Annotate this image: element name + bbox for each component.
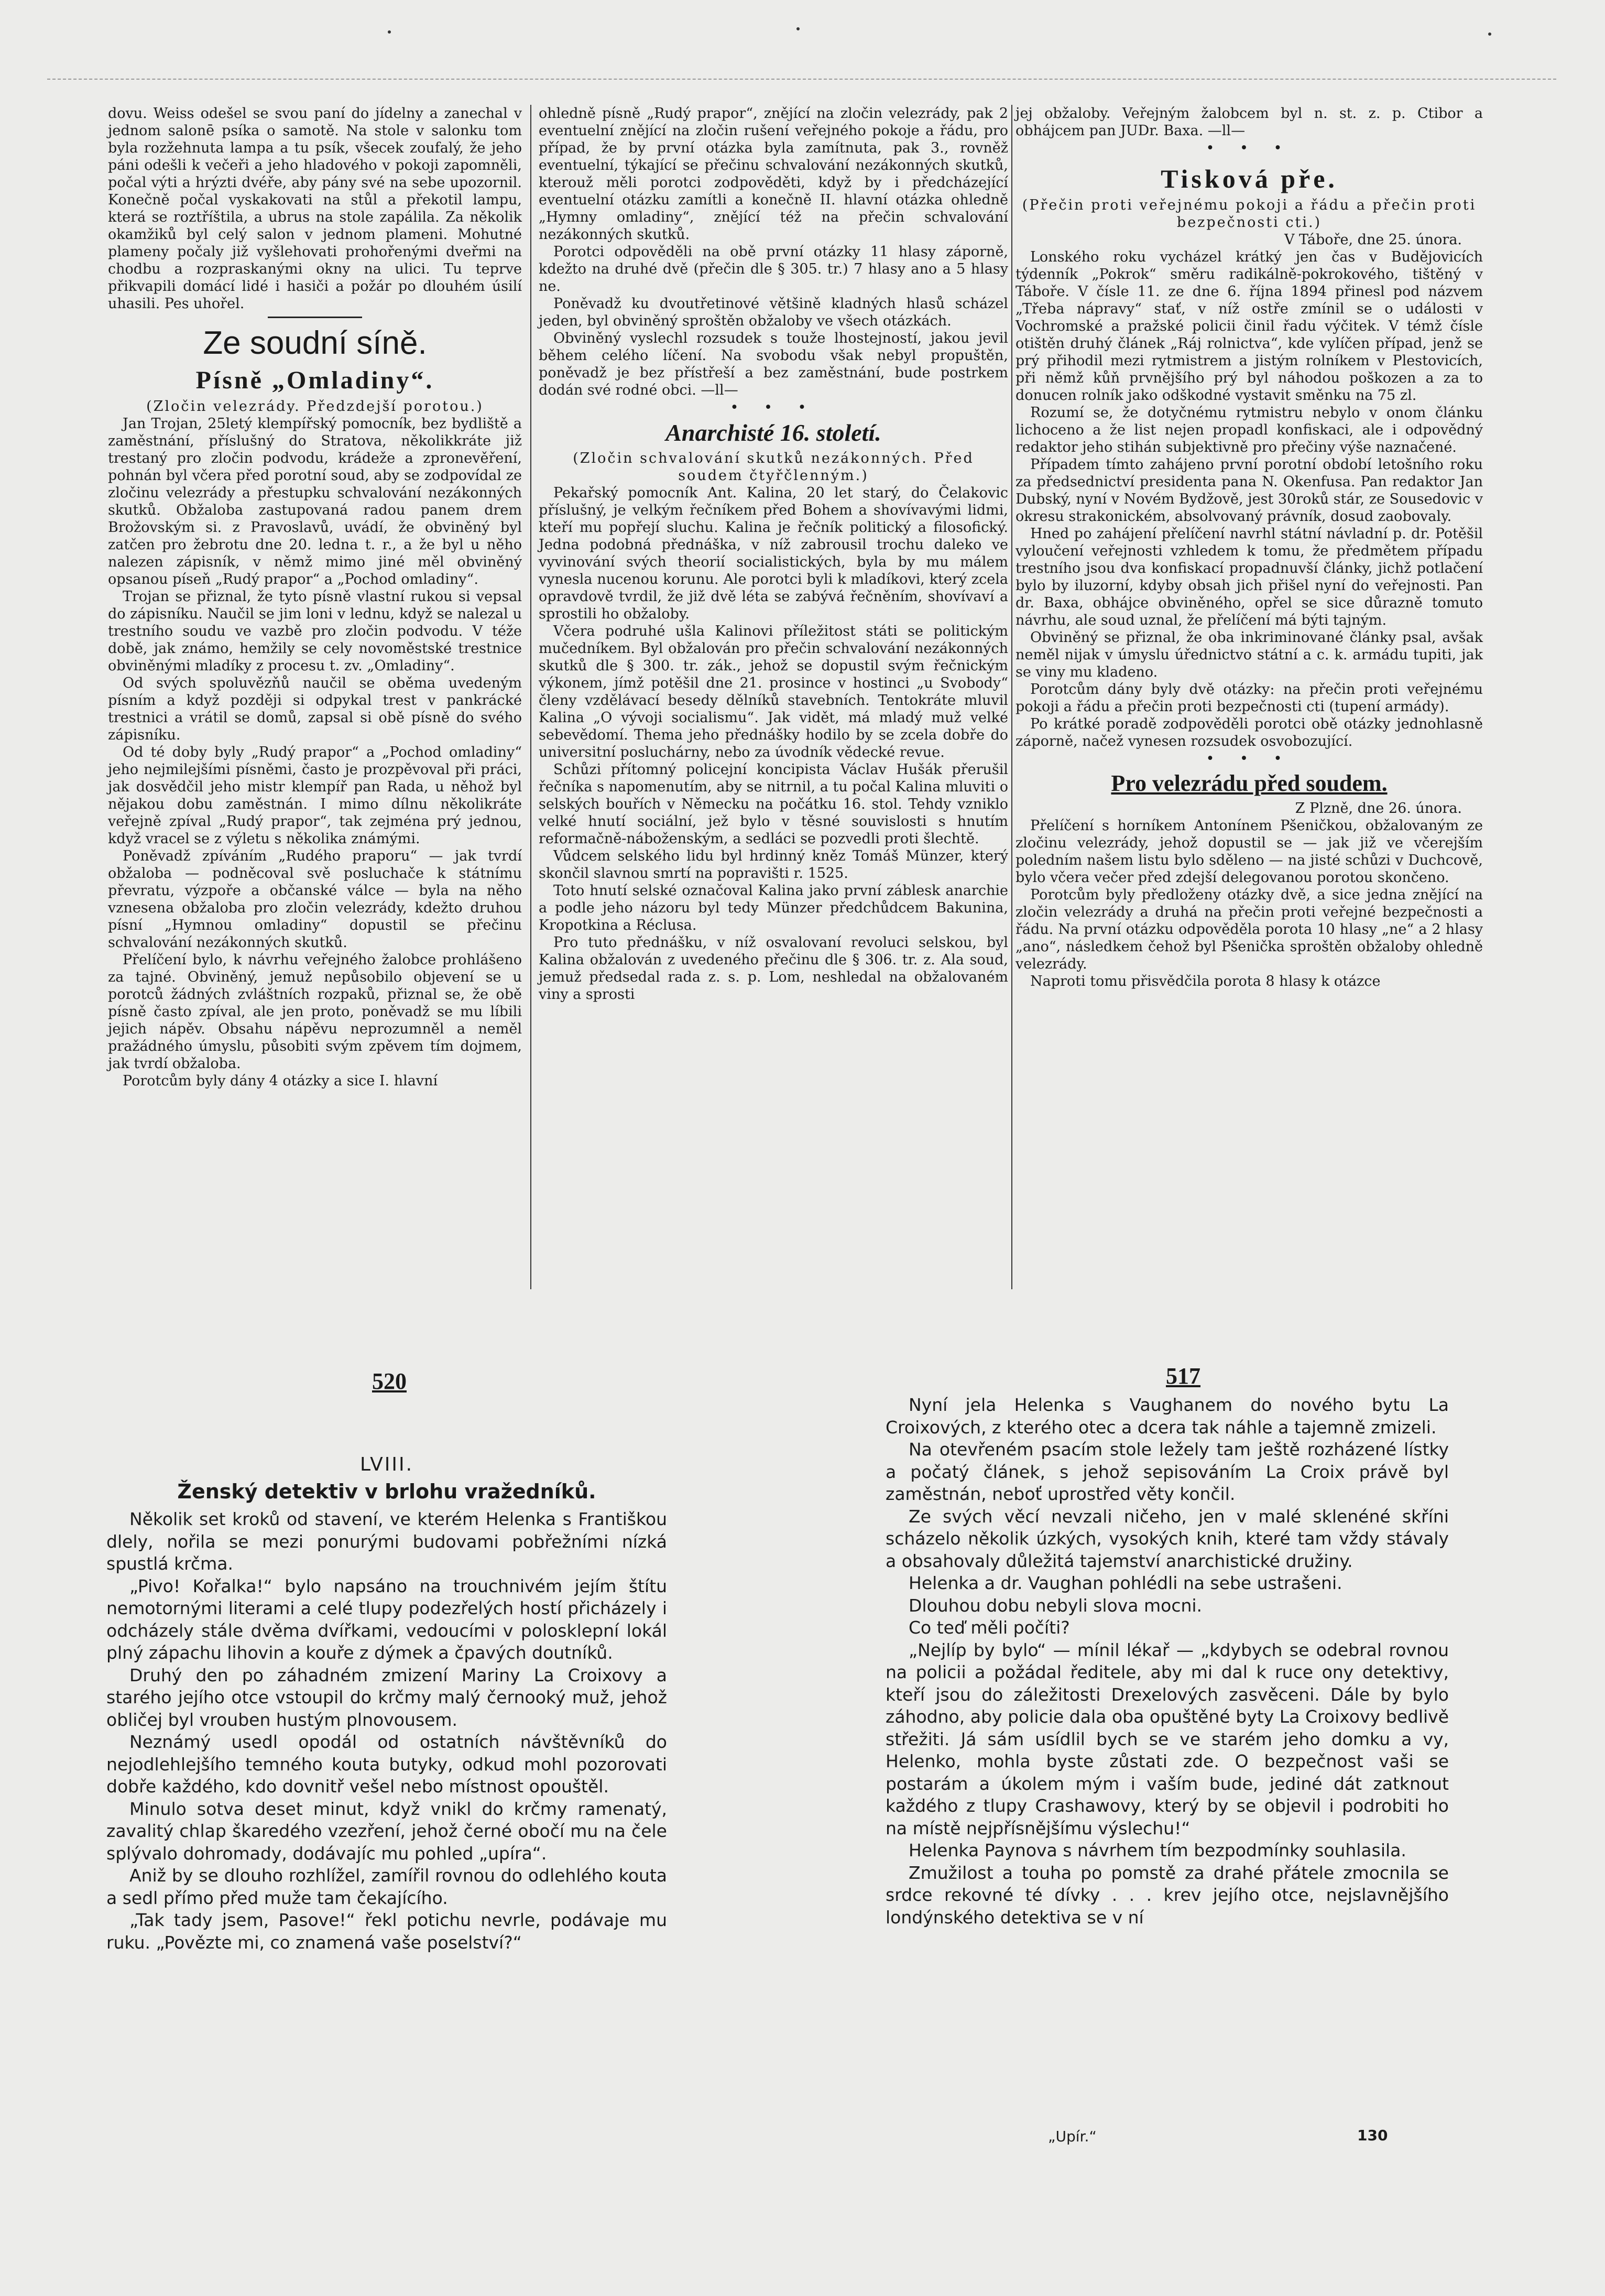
footer-signature: „Upír.“: [1048, 2128, 1097, 2145]
article-paragraph: Toto hnutí selské označoval Kalina jako první záblesk anarchie a podle jeho názoru byl tedy Münzer předchůdcem Bakunina, Kropotkina a Réclusa.: [539, 883, 1008, 933]
novel-right-page: [886, 1394, 1449, 1929]
novel-paragraph: Helenka a dr. Vaughan pohlédli na sebe ustrašeni.: [909, 1573, 1342, 1593]
article-paragraph: Lonského roku vycházel krátký jen čas v Budějovicích týdenník „Pokrok“ směru radikálně-pokrokového, tištěný v Táboře. V čísle 11. ze dne 6. října 1894 přinesl pod názvem „Třeba nápravy“ stať, v níž ostře zmínil se o události v Vochromské a pražské policii činil řadu výčitek. V témž čísle otištěn druhý článek „Ráj rolnictva“, kde vylíčen případ, jenž se prý přihodil mezi rytmistrem a jistým rolníkem v Plestovicích, při němž kůň prvnějšího prý byl náhodou poškozen a za to donucen rolník jako odškodné vystavit směnku na 75 zl.: [1016, 249, 1483, 404]
novel-paragraph: Na otevřeném psacím stole ležely tam ještě rozházené lístky a počatý článek, s jehož sepisováním La Croix právě byl zaměstnán, neboť uprostřed věty končil.: [886, 1439, 1449, 1504]
chapter-title: Ženský detektiv v brlohu vražedníků.: [177, 1480, 596, 1503]
article-paragraph: Jan Trojan, 25letý klempířský pomocník, bez bydliště a zaměstnání, příslušný do Stratova, několikkráte již trestaný pro zločin podvodu, krádeže a zpronevěření, pohnán byl včera před porotní soud, aby se zodpovídal ze zločinu velezrády a přestupku schvalování nezákonných skutků. Obžaloba zastupovaná radou panem drem Brožovským si. z Pravoslavů, uvádí, že obviněný byl zatčen pro žebrotu dne 20. ledna t. r., a že byl u něho nalezen zápisník, v němž mimo jiné měl obviněný opsanou píseň „Rudý prapor“ a „Pochod omladiny“.: [108, 416, 522, 587]
novel-paragraph: Zmužilost a touha po pomstě za drahé přátele zmocnila se srdce rekovné té dívky . . . krev jejího otce, nejslavnějšího londýnského detektiva se v ní: [886, 1862, 1449, 1928]
dateline: Z Plzně, dne 26. února.: [1295, 800, 1462, 817]
article-paragraph: jej obžaloby. Veřejným žalobcem byl n. st. z. p. Ctibor a obhájcem pan JUDr. Baxa. —ll—: [1016, 105, 1483, 139]
article-paragraph: Schůzi přítomný policejní koncipista Václav Hušák přerušil řečníka s napomenutím, aby se nitrnil, a tu počal Kalina mluviti o selských bouřích v Německu na počátku 16. stol. Tehdy vzniklo velké hnutí sociální, jež bylo v těsné souvislosti s hnutím reformačně-náboženským, a sedláci se pozvedli proti šlechtě.: [539, 761, 1008, 847]
article-title: Písně „Omladiny“.: [195, 366, 434, 394]
newspaper-column-2: [539, 105, 1008, 1003]
footer-sheet-number: 130: [1357, 2127, 1388, 2144]
newspaper-column-3: [1016, 105, 1483, 990]
novel-paragraph: Aniž by se dlouho rozhlížel, zamířil rovnou do odlehlého kouta a sedl přímo před muže tam čekajícího.: [106, 1865, 667, 1908]
article-paragraph: Hned po zahájení přelíčení navrhl státní návladní p. dr. Potěšil vyloučení veřejnosti vzhledem k tomu, že předmětem případu trestního jsou dva konfiskací propadnuvší články, jichž potlačení bylo by iluzorní, kdyby obsah jich přišel nyní do veřejnosti. Pan dr. Baxa, obhájce obviněného, opřel se sice důrazně tomuto návrhu, ale soud uznal, že přelíčení má býti tajným.: [1016, 526, 1483, 628]
novel-paragraph: Minulo sotva deset minut, když vnikl do krčmy ramenatý, zavalitý chlap škaredého vzezření, jehož černé obočí mu na čele splývalo dohromady, dodávajíc mu pohled „upíra“.: [106, 1798, 667, 1864]
article-title: Tisková pře.: [1161, 164, 1338, 193]
chapter-number: LVIII.: [359, 1454, 414, 1475]
article-title: Anarchisté 16. století.: [665, 419, 881, 446]
article-paragraph: Obviněný vyslechl rozsudek s touže lhostejností, jakou jevil během celého líčení. Na svobodu však nebyl propuštěn, poněvadž je bez přístřeší a bez zaměstnání, bude postrkem dodán své rodné obci. —ll—: [539, 330, 1008, 398]
article-paragraph: Včera podruhé ušla Kalinovi příležitost státi se politickým mučedníkem. Byl obžalován pro přečin schvalování nezákonných skutků dle § 300. tr. zák., jehož se dopustil svým řečnickým výkonem, jímž potěšil dne 21. prosince v hostinci „u Svobody“ členy vzdělávací besedy dělníků stavebních. Tentokráte mluvil Kalina „O vývoji socialismu“. Jak vidět, má mladý muž velké sebevědomí. Thema jeho přednášky hodilo by se zcela dobře do universitní posluchárny, nebo za úvodník vědecké revue.: [539, 623, 1008, 760]
page-number: 520: [372, 1368, 407, 1394]
section-title: Ze soudní síně.: [203, 325, 427, 361]
article-paragraph: Od svých spoluvězňů naučil se oběma uvedeným písním a když později si odpykal trest v pankrácké trestnici a vrátil se domů, zapsal si obě písně do svého zápisníku.: [108, 675, 522, 743]
novel-paragraph: Ze svých věcí nevzali ničeho, jen v malé sklenéné skříni scházelo několik úzkých, vysokých knih, které tam vždy stávaly a obsahovaly důležitá tajemství anarchistické družiny.: [886, 1506, 1449, 1571]
article-paragraph: ohledně písně „Rudý prapor“, znějící na zločin velezrády, pak 2 eventuelní znějící na zločin rušení veřejného pokoje a řádu, pro případ, že by první otázka byla zamítnuta, pak 3., rovněž eventuelní, týkající se přečinu schvalování nezákonných skutků, kterouž měli porotci zodpověděti, když by i předcházející eventuelní otázku zamítli a konečně II. hlavní otázka ohledně „Hymny omladiny“, znějící též na přečin schvalování nezákonných skutků.: [539, 105, 1008, 243]
scan-edge-line: [47, 79, 1556, 80]
dateline: V Táboře, dne 25. února.: [1284, 232, 1462, 248]
article-paragraph: Obviněný se přiznal, že oba inkriminované články psal, avšak neměl nijak v úmyslu úřednictvo státní a c. k. armádu tupiti, jak se viny mu kladeno.: [1016, 629, 1483, 680]
novel-paragraph: „Tak tady jsem, Pasove!“ řekl potichu nevrle, podávaje mu ruku. „Povězte mi, co znamená vaše poselství?“: [106, 1910, 667, 1953]
article-paragraph: Poněvadž zpíváním „Rudého praporu“ — jak tvrdí obžaloba — podněcoval svě posluchače k státnímu převratu, výzpoře a občanské válce — byla na něho vznesena obžaloba pro zločin velezrády, kdežto druhou písní „Hymnou omladiny“ dopustil se přečinu schvalování nezákonných skutků.: [108, 848, 522, 951]
novel-paragraph: Nyní jela Helenka s Vaughanem do nového bytu La Croixových, z kterého otec a dcera tak náhle a tajemně zmizeli.: [886, 1395, 1449, 1438]
separator-dots: • • •: [1206, 750, 1293, 767]
article-paragraph: Případem tímto zahájeno první porotní období letošního roku za předsednictví presidenta pana N. Okenfusa. Pan redaktor Jan Dubský, nyní v Novém Bydžově, jest 30roků stár, ze Sousedovic v okresu strakonickém, absolvovaný právník, dosud zaobovaly.: [1016, 456, 1483, 525]
section-rule: [268, 317, 362, 318]
separator-dots: • • •: [730, 399, 817, 416]
article-subtitle: (Přečin proti veřejnému pokoji a řádu a přečin proti bezpečnosti cti.): [1022, 197, 1477, 231]
article-paragraph: Rozumí se, že dotyčnému rytmistru nebylo v onom článku lichoceno a že list nejen propadl konfiskaci, ale i odpovědný redaktor jeho stihán subjektivně pro přečiny výše naznačené.: [1016, 405, 1483, 455]
scan-mark: [796, 27, 800, 30]
article-paragraph: Porotcům byly předloženy otázky dvě, a sice jedna znějící na zločin velezrády a druhá na přečin proti veřejné bezpečnosti a řádu. Na první otázku odpověděla porota 10 hlasy „ne“ a 2 hlasy „ano“, následkem čehož byl Pšenička sproštěn obžaloby ohledně velezrády.: [1016, 887, 1483, 972]
novel-left-page: [106, 1452, 667, 1954]
article-paragraph: Vůdcem selského lidu byl hrdinný kněz Tomáš Münzer, který skončil slavnou smrtí na popravišti r. 1525.: [539, 848, 1008, 882]
article-paragraph: Od té doby byly „Rudý prapor“ a „Pochod omladiny“ jeho nejmilejšími písněmi, často je prozpěvoval při práci, jak dosvědčil jeho mistr klempíř pan Rada, u něhož byl nějakou dobu zaměstnán. I mimo dílnu několikráte veřejně zpíval „Rudý prapor“, tak zejména prý jednou, když vracel se z výletu s několika známými.: [108, 744, 522, 847]
novel-paragraph: Helenka Paynova s návrhem tím bezpodmínky souhlasila.: [909, 1840, 1406, 1860]
novel-paragraph: Druhý den po záhadném zmizení Mariny La Croixovy a starého jejího otce vstoupil do krčmy malý černooký muž, jehož obličej byl vrouben hustým plnovousem.: [106, 1664, 667, 1730]
article-paragraph: Poněvadž ku dvoutřetinové většině kladných hlasů scházel jeden, byl obviněný sproštěn obžaloby ve všech otázkách.: [539, 296, 1008, 329]
column-divider: [530, 105, 531, 1289]
article-paragraph: Po krátké poradě zodpověděli porotci obě otázky jednohlasně záporně, načež vynesen rozsudek osvobozující.: [1016, 716, 1483, 749]
article-paragraph: Porotci odpověděli na obě první otázky 11 hlasy záporně, kdežto na druhé dvě (přečin dle § 305. tr.) 7 hlasy ano a 5 hlasy ne.: [539, 244, 1008, 295]
scan-mark: [388, 30, 391, 34]
novel-paragraph: „Pivo! Kořalka!“ bylo napsáno na trouchnivém jejím štítu nemotornými literami a celé tlupy podezřelých hostí přicházely i odcházely stále dvěma dvířkami, vedoucími v polosklepní lokál plný zápachu lihovin a kouře z dýmek a čpavých doutníků.: [106, 1575, 667, 1663]
article-subtitle: (Zločin schvalování skutků nezákonných. Před soudem čtyřčlenným.): [573, 450, 974, 484]
novel-paragraph: Neznámý usedl opodál od ostatních návštěvníků do nejodlehlejšího temného kouta butyky, odkud mohl pozorovati dobře každého, kdo dovnitř vešel nebo místnost opouštěl.: [106, 1732, 667, 1797]
article-subtitle: (Zločin velezrády. Předzdejší porotou.): [146, 398, 484, 415]
page-number: 517: [1166, 1363, 1200, 1389]
article-paragraph: Trojan se přiznal, že tyto písně vlastní rukou si vepsal do zápisníku. Naučil se jim loni v lednu, když se nalezal u trestního soudu ve vazbě pro zločin podvodu. V téže době, jak známo, hemžily se cely novoměstské trestnice obviněnými mladíky z procesu t. zv. „Omladiny“.: [108, 589, 522, 674]
novel-paragraph: Co teď měli počíti?: [909, 1617, 1070, 1638]
newspaper-column-1: [108, 105, 522, 1090]
scan-top-edge: [0, 0, 1605, 79]
article-paragraph: Porotcům byly dány 4 otázky a sice I. hlavní: [123, 1073, 438, 1089]
article-paragraph: Přelíčení bylo, k návrhu veřejného žalobce prohlášeno za tajné. Obviněný, jemuž nepůsobilo objevení se u porotců žádných zvláštních rozpaků, přiznal se, že obě písně často zpíval, ale jen proto, poněvadž se mu líbili jejich nápěv. Obsahu nápěvu neprozumněl a neměl pražádného úmyslu, působiti svým zpěvem tím dojmem, jak tvrdí obžaloba.: [108, 952, 522, 1072]
column-divider: [1011, 105, 1012, 1289]
fire-story-paragraph: dovu. Weiss odešel se svou paní do jídelny a zanechal v jednom salonē psíka o samotě. Na stole v salonku tom byla rozžehnuta lampa a tu psík, všecek zoufalý, že jeho páni odešli k večeři a jeho hladového v pokoji zapomněli, počal výti a hrýzti dvéře, aby pány své na sebe upozornil. Konečně počal vyskakovati na stůl a překotil lampu, která se roztříštila, a ubrus na stole zapálila. Za několik okamžiků byl celý salon v jednom plameni. Mohutné plameny počaly již vyšlehovati prohořenými dveřmi na chodbu a rozpraskanými okny na ulici. Tu teprve přikvapili domácí lidé i hasiči a požár po dlouhém úsilí uhasili. Pes uhořel.: [108, 105, 522, 312]
novel-paragraph: Dlouhou dobu nebyli slova mocni.: [909, 1595, 1203, 1616]
article-paragraph: Pro tuto přednášku, v níž osvalovaní revoluci selskou, byl Kalina obžalován z uvedeného přečinu dle § 306. tr. z. Ala soud, jemuž předsedal rada z. s. p. Lom, neshledal na obžalovaném viny a sprosti: [539, 934, 1008, 1003]
article-title: Pro velezrádu před soudem.: [1111, 770, 1388, 796]
scan-mark: [1488, 32, 1491, 36]
article-paragraph: Přelíčení s horníkem Antonínem Pšeničkou, obžalovaným ze zločinu velezrády, jehož dopustil se — jak již ve včerejším poledním našem listu bylo sděleno — na jisté schůzi v Duchcově, bylo včera večer před zdejší delegovanou porotou skončeno.: [1016, 818, 1483, 886]
article-paragraph: Pekařský pomocník Ant. Kalina, 20 let starý, do Čelakovic příslušný, je velkým řečníkem před Bohem a shovívavými lidmi, kteří mu popřejí sluchu. Kalina je řečník politický a filosofický. Jedna podobná přednáška, v níž zabrousil trochu daleko ve vyvinování svých theorií socialistických, byla by mu málem vynesla nucenou korunu. Ale porotci byli k mladíkovi, který zcela opravdově tvrdil, že již dvě léta se zabývá řečněním, shovívaví a sprostili ho obžaloby.: [539, 485, 1008, 622]
novel-paragraph: Několik set kroků od stavení, ve kterém Helenka s Františkou dlely, nořila se mezi ponurými budovami pobřežními nízká spustlá krčma.: [106, 1509, 667, 1574]
novel-paragraph: „Nejlíp by bylo“ — mínil lékař — „kdybych se odebral rovnou na policii a požádal ředitele, aby mi dal k ruce ony detektivy, kteří jsou do záležitosti Drexelových zasvěceni. Dále by bylo záhodno, aby policie dala oba opuštěné byty La Croixovy bedlivě střežiti. Já sám usídlil bych se ve starém jeho domku a vy, Helenko, mohla byste zůstati zde. O bezpečnost vaši se postarám a úkolem mým i vaším bude, jediné dát zatknout každého z tlupy Crashawovy, který by se objevil i podrobiti ho na místě nejpřísnějšímu výslechu!“: [886, 1639, 1449, 1838]
article-paragraph: Porotcům dány byly dvě otázky: na přečin proti veřejnému pokoji a řádu a přečin proti bezpečnosti cti (tupení armády).: [1016, 681, 1483, 715]
article-paragraph: Naproti tomu přisvědčila porota 8 hlasy k otázce: [1030, 973, 1381, 989]
separator-dots: • • •: [1206, 140, 1293, 156]
